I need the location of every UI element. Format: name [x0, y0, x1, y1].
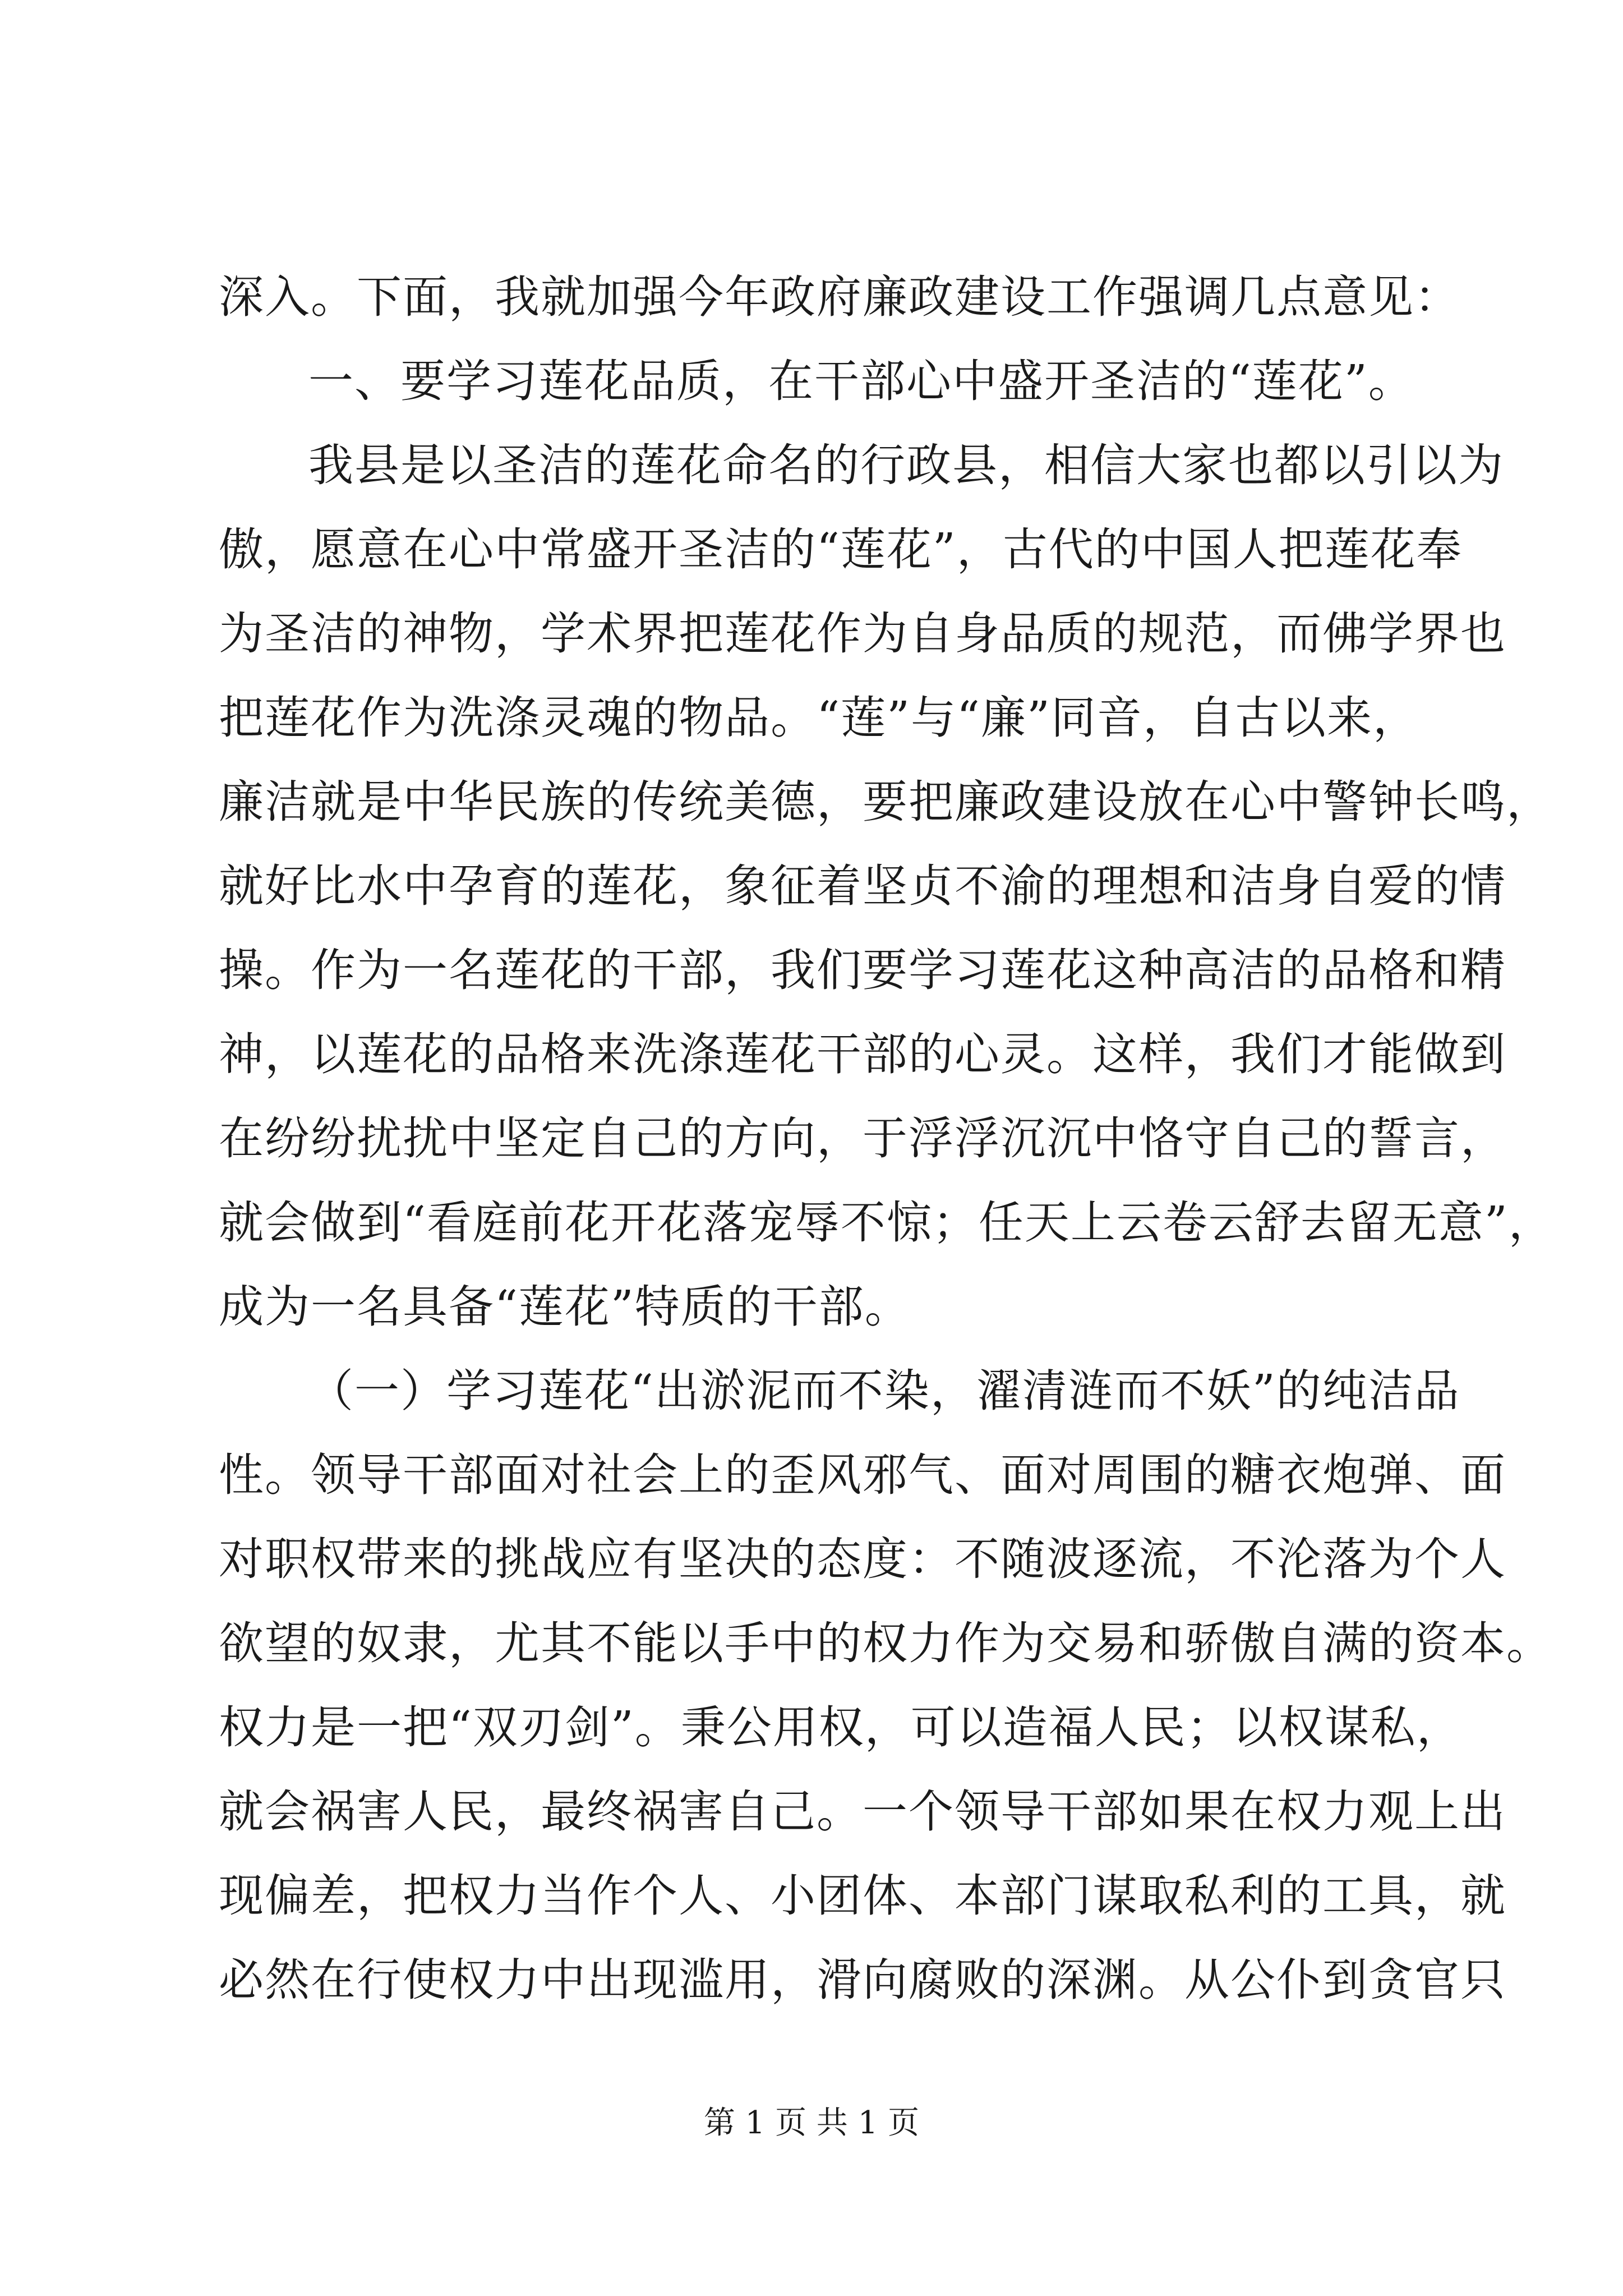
paragraph-start: 我县是以圣洁的莲花命名的行政县，相信大家也都以引以为 — [308, 439, 1504, 491]
text-line: 操。作为一名莲花的干部，我们要学习莲花这种高洁的品格和精 — [219, 944, 1506, 996]
text-line: 为圣洁的神物，学术界把莲花作为自身品质的规范，而佛学界也 — [219, 608, 1506, 660]
text-line: 欲望的奴隶，尤其不能以手中的权力作为交易和骄傲自满的资本。 — [219, 1617, 1552, 1669]
subsection-heading: （一）学习莲花“出淤泥而不染，濯清涟而不妖”的纯洁品 — [308, 1365, 1460, 1417]
text-line: 就好比水中孕育的莲花，象征着坚贞不渝的理想和洁身自爱的情 — [219, 860, 1506, 912]
section-heading: 一、要学习莲花品质，在干部心中盛开圣洁的“莲花”。 — [308, 355, 1414, 407]
text-line: 深入。下面，我就加强今年政府廉政建设工作强调几点意见： — [219, 271, 1460, 323]
text-line: 在纷纷扰扰中坚定自己的方向，于浮浮沉沉中恪守自己的誓言， — [219, 1112, 1506, 1165]
text-line: 把莲花作为洗涤灵魂的物品。“莲”与“廉”同音，自古以来， — [219, 692, 1419, 744]
text-line: 性。领导干部面对社会上的歪风邪气、面对周围的糖衣炮弹、面 — [219, 1449, 1506, 1501]
text-line: 神，以莲花的品格来洗涤莲花干部的心灵。这样，我们才能做到 — [219, 1028, 1506, 1080]
page-footer: 第 1 页 共 1 页 — [703, 2105, 920, 2141]
text-line: 对职权带来的挑战应有坚决的态度：不随波逐流，不沦落为个人 — [219, 1533, 1506, 1585]
text-line: 现偏差，把权力当作个人、小团体、本部门谋取私利的工具，就 — [219, 1870, 1506, 1922]
text-line: 必然在行使权力中出现滥用，滑向腐败的深渊。从公仆到贪官只 — [219, 1954, 1506, 2006]
text-line: 成为一名具备“莲花”特质的干部。 — [219, 1281, 911, 1333]
text-line: 权力是一把“双刃剑”。秉公用权，可以造福人民；以权谋私， — [219, 1701, 1463, 1754]
text-line: 傲，愿意在心中常盛开圣洁的“莲花”，古代的中国人把莲花奉 — [219, 523, 1463, 576]
text-line: 就会祸害人民，最终祸害自己。一个领导干部如果在权力观上出 — [219, 1786, 1506, 1838]
text-line: 就会做到“看庭前花开花落宠辱不惊；任天上云卷云舒去留无意”， — [219, 1197, 1555, 1249]
document-body — [219, 255, 1555, 2022]
text-line: 廉洁就是中华民族的传统美德，要把廉政建设放在心中警钟长鸣， — [219, 776, 1552, 828]
